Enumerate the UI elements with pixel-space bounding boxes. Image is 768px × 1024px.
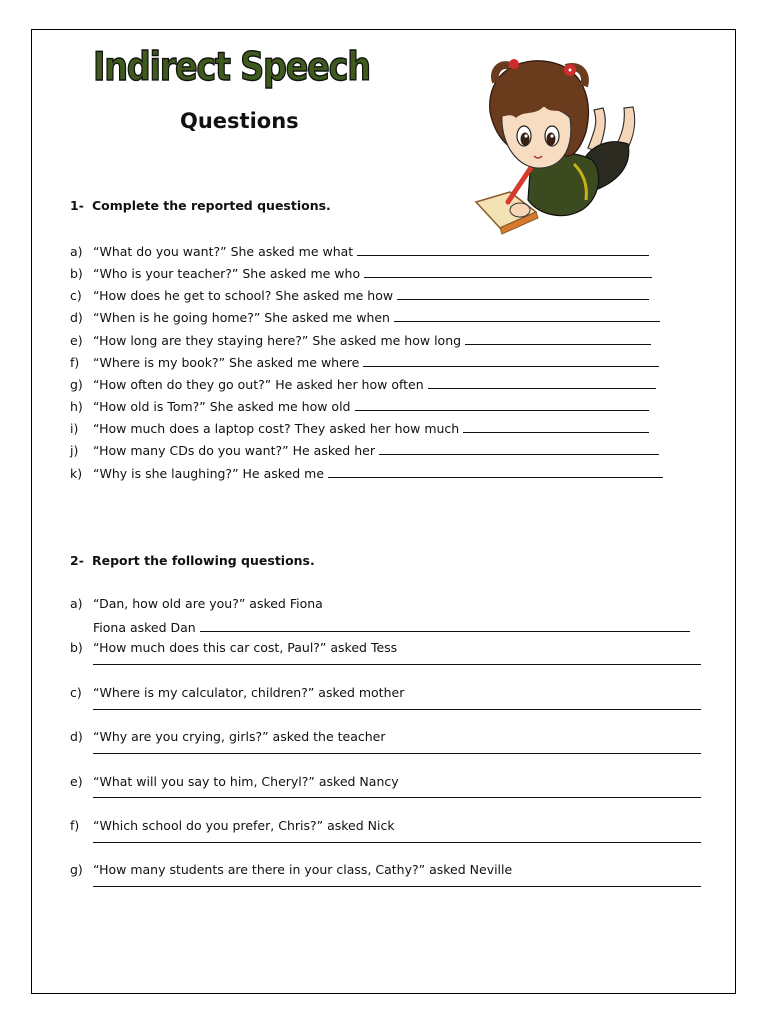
- answer-line[interactable]: [93, 753, 701, 754]
- list-item: a) “Dan, how old are you?” asked Fiona: [70, 596, 323, 611]
- list-item: f) “Where is my book?” She asked me where: [70, 355, 659, 370]
- section-1-number: 1-: [70, 198, 84, 213]
- answer-line[interactable]: [93, 709, 701, 710]
- example-answer-line: Fiona asked Dan: [93, 620, 690, 635]
- answer-line[interactable]: [93, 664, 701, 665]
- answer-blank[interactable]: [357, 244, 649, 256]
- list-item: i) “How much does a laptop cost? They asked her how much: [70, 421, 649, 436]
- answer-blank[interactable]: [397, 288, 649, 300]
- list-item: k) “Why is she laughing?” He asked me: [70, 466, 663, 481]
- list-item: d) “When is he going home?” She asked me when: [70, 310, 660, 325]
- list-item: e) “What will you say to him, Cheryl?” asked Nancy: [70, 774, 399, 789]
- list-item: e) “How long are they staying here?” She asked me how long: [70, 333, 651, 348]
- worksheet-title: Indirect Speech: [93, 45, 370, 90]
- list-item: b) “Who is your teacher?” She asked me who: [70, 266, 652, 281]
- section-2-title: Report the following questions.: [92, 553, 315, 568]
- answer-blank[interactable]: [463, 421, 649, 433]
- section-1-heading: [70, 198, 331, 213]
- girl-reading-icon: [470, 52, 645, 242]
- section-2-heading: [70, 553, 315, 568]
- answer-blank[interactable]: [379, 443, 659, 455]
- answer-blank[interactable]: [428, 377, 656, 389]
- answer-line[interactable]: [93, 886, 701, 887]
- answer-line[interactable]: [93, 842, 701, 843]
- list-item: b) “How much does this car cost, Paul?” asked Tess: [70, 640, 398, 655]
- answer-line[interactable]: [93, 797, 701, 798]
- worksheet-subtitle: Questions: [180, 109, 299, 133]
- list-item: g) “How many students are there in your class, Cathy?” asked Neville: [70, 862, 513, 877]
- answer-blank[interactable]: [363, 355, 659, 367]
- answer-blank[interactable]: [465, 333, 651, 345]
- answer-blank[interactable]: [394, 310, 660, 322]
- list-item: d) “Why are you crying, girls?” asked the teacher: [70, 729, 386, 744]
- answer-blank[interactable]: [200, 620, 690, 632]
- list-item: j) “How many CDs do you want?” He asked her: [70, 443, 659, 458]
- list-item: a) “What do you want?” She asked me what: [70, 244, 649, 259]
- section-1-title: Complete the reported questions.: [92, 198, 331, 213]
- answer-blank[interactable]: [355, 399, 649, 411]
- answer-blank[interactable]: [328, 466, 663, 478]
- list-item: c) “Where is my calculator, children?” asked mother: [70, 685, 405, 700]
- section-2-number: 2-: [70, 553, 84, 568]
- list-item: c) “How does he get to school? She asked me how: [70, 288, 649, 303]
- list-item: g) “How often do they go out?” He asked her how often: [70, 377, 656, 392]
- list-item: f) “Which school do you prefer, Chris?” asked Nick: [70, 818, 395, 833]
- answer-blank[interactable]: [364, 266, 652, 278]
- list-item: h) “How old is Tom?” She asked me how old: [70, 399, 649, 414]
